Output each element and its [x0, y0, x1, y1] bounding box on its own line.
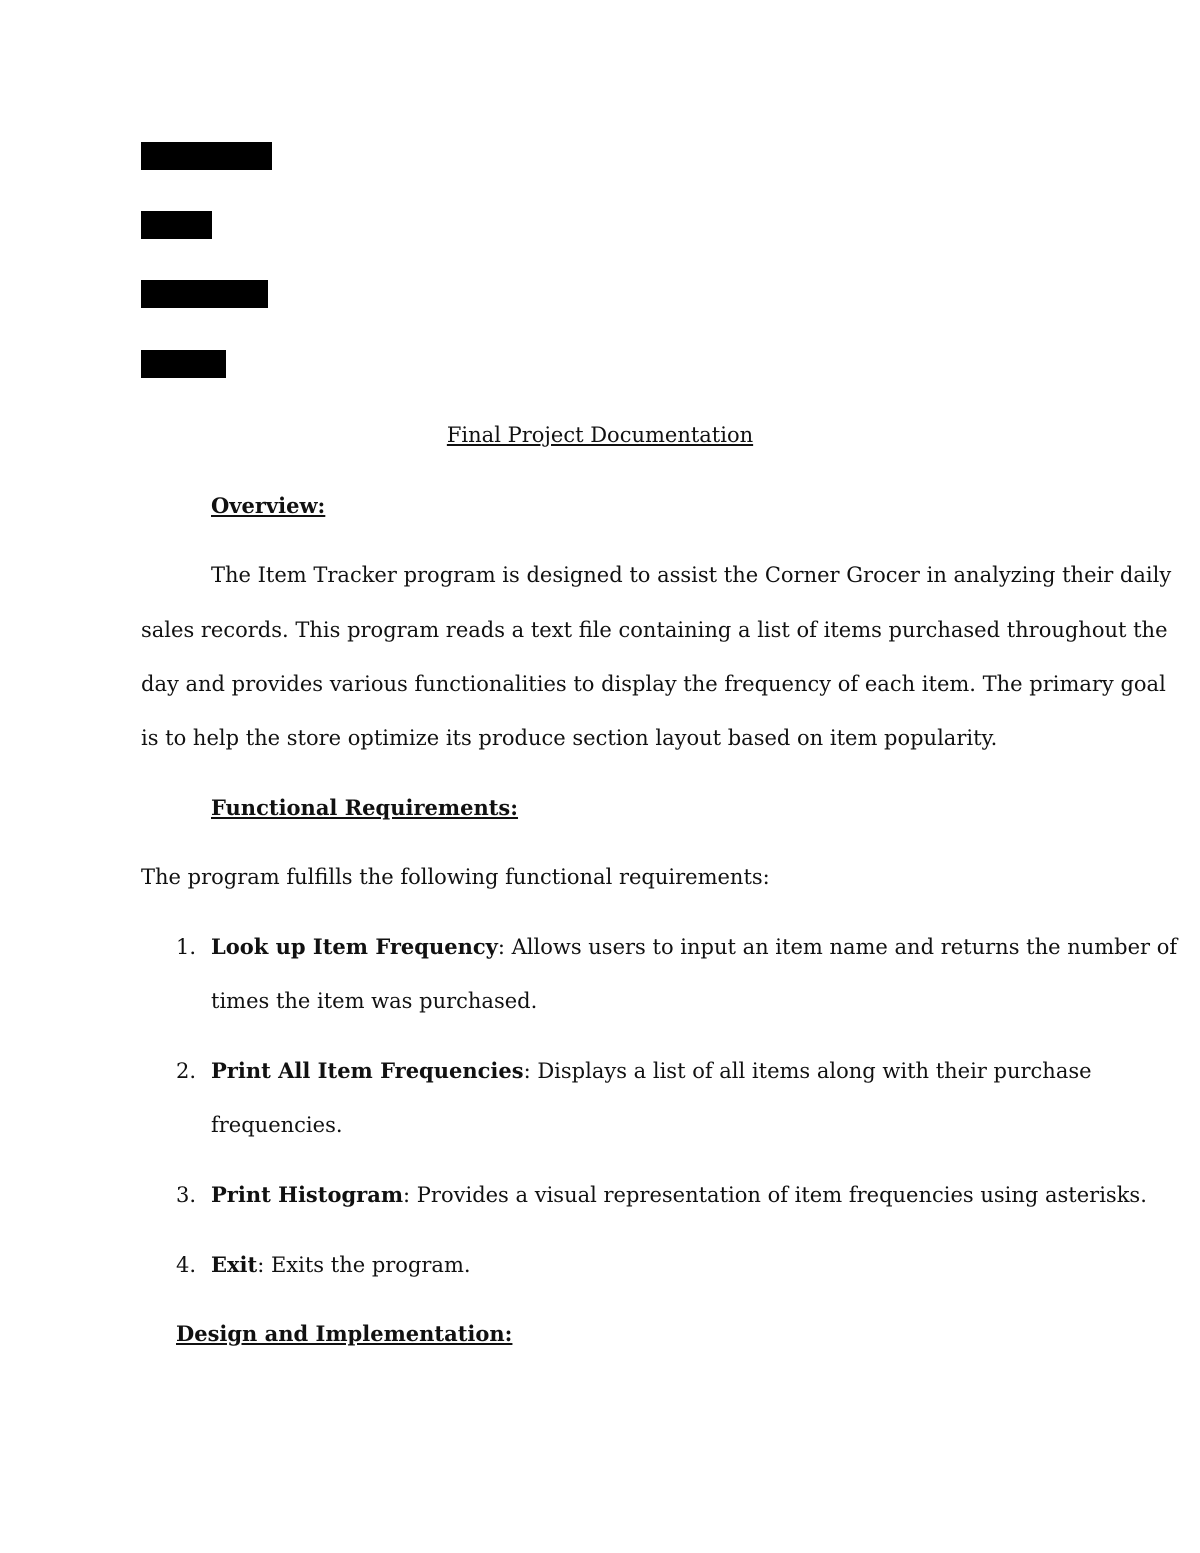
redaction-bar	[141, 280, 268, 308]
list-term: Print Histogram	[211, 1182, 404, 1207]
list-item-line: frequencies.	[211, 1113, 343, 1137]
design-heading: Design and Implementation:	[176, 1321, 513, 1346]
list-number: 3.	[176, 1183, 197, 1207]
list-item	[176, 1252, 196, 1278]
overview-line: sales records. This program reads a text file containing a list of items purchased throughout the	[141, 618, 1168, 642]
list-item-line: times the item was purchased.	[211, 989, 538, 1013]
list-item-line	[211, 1058, 1092, 1084]
list-text: : Provides a visual representation of item frequencies using asterisks.	[403, 1183, 1147, 1207]
overview-line: is to help the store optimize its produce section layout based on item popularity.	[141, 726, 998, 750]
redaction-bar	[141, 142, 272, 170]
list-text: : Allows users to input an item name and returns the number of	[497, 935, 1178, 959]
list-item	[176, 1058, 196, 1084]
document-title: Final Project Documentation	[446, 423, 754, 447]
list-item	[176, 934, 196, 960]
list-number: 1.	[176, 935, 197, 959]
redaction-bar	[141, 211, 212, 239]
list-term: Print All Item Frequencies	[211, 1058, 524, 1083]
list-item-line	[211, 934, 1177, 960]
list-item-line	[211, 1252, 471, 1278]
list-term: Exit	[211, 1252, 258, 1277]
overview-line: day and provides various functionalities to display the frequency of each item. The primary goal	[141, 672, 1166, 696]
overview-heading: Overview:	[211, 493, 326, 518]
functional-intro: The program fulfills the following functional requirements:	[141, 865, 770, 889]
list-text: : Exits the program.	[257, 1253, 471, 1277]
list-text: : Displays a list of all items along with their purchase	[523, 1059, 1092, 1083]
overview-line: The Item Tracker program is designed to assist the Corner Grocer in analyzing their daily	[211, 563, 1172, 587]
list-term: Look up Item Frequency	[211, 934, 498, 959]
list-item	[176, 1182, 196, 1208]
redaction-bar	[141, 350, 226, 378]
list-number: 2.	[176, 1059, 197, 1083]
list-number: 4.	[176, 1253, 197, 1277]
list-item-line	[211, 1182, 1147, 1208]
functional-heading: Functional Requirements:	[211, 795, 519, 820]
